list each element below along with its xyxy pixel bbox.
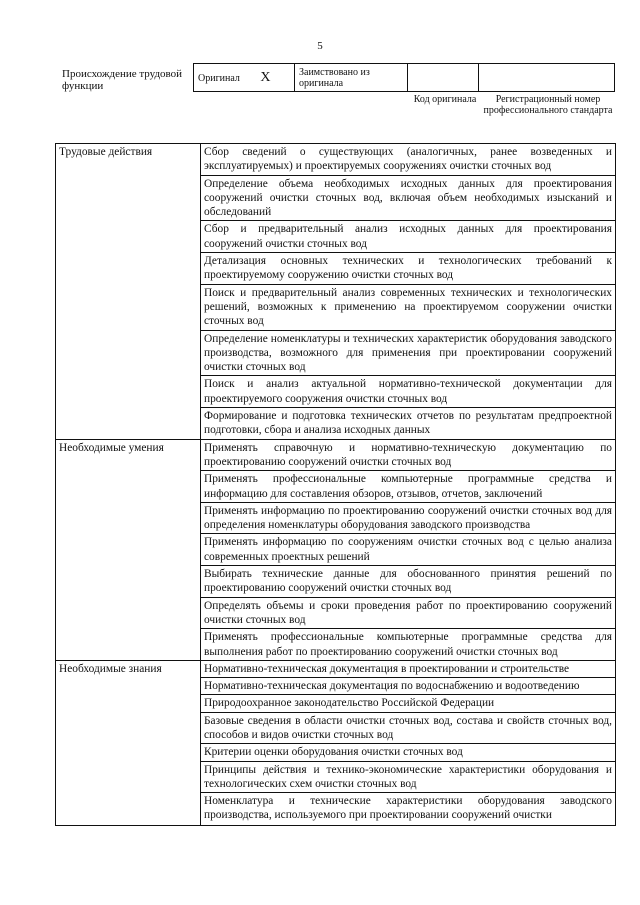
table-cell: Формирование и подготовка технических отчетов по результатам предпроектной подготовки, сбора и анализа исходных данных	[201, 408, 616, 440]
table-cell: Поиск и предварительный анализ современных технических и технологических решений, возможных к применению на проектируемом сооружении очистки сточных вод	[201, 284, 616, 330]
reg-number-cell	[479, 64, 615, 92]
table-cell: Применять профессиональные компьютерные программные средства для выполнения работ по проектированию сооружений очистки сточных вод	[201, 629, 616, 661]
table-cell: Нормативно-техническая документация в проектировании и строительстве	[201, 660, 616, 677]
page-number: 5	[317, 40, 323, 52]
table-row	[56, 439, 616, 471]
table-row	[56, 144, 616, 176]
table-cell: Базовые сведения в области очистки сточных вод, состава и свойств сточных вод, способов и видов очистки сточных вод	[201, 712, 616, 744]
section-title: Трудовые действия	[56, 144, 201, 440]
function-table	[55, 143, 616, 826]
table-cell: Определять объемы и сроки проведения работ по проектированию сооружений очистки сточных вод	[201, 597, 616, 629]
table-cell: Сбор и предварительный анализ исходных данных для проектирования сооружений очистки сточных вод	[201, 221, 616, 253]
origin-label: Происхождение трудовой функции	[62, 68, 183, 92]
table-cell: Применять информацию по проектированию сооружений очистки сточных вод для определения номенклатуры оборудования заводского производства	[201, 502, 616, 534]
table-cell	[201, 793, 616, 826]
table-cell: Выбирать технические данные для обоснованного принятия решений по проектированию сооружений очистки сточных вод	[201, 566, 616, 598]
borrowed-cell: Заимствовано из оригинала	[295, 64, 408, 92]
table-cell: Определение номенклатуры и технических характеристик оборудования заводского производства, возможного для применения при проектировании сооружений очистки сточных вод	[201, 330, 616, 376]
section-title: Необходимые умения	[56, 439, 201, 660]
code-cell	[408, 64, 479, 92]
origin-table	[193, 63, 615, 92]
original-mark: X	[260, 69, 271, 85]
table-cell: Определение объема необходимых исходных данных для проектирования сооружений очистки сточных вод, включая объем необходимых изысканий и обследований	[201, 175, 616, 221]
table-row	[56, 660, 616, 677]
table-cell: Нормативно-техническая документация по водоснабжению и водоотведению	[201, 678, 616, 695]
original-label: Оригинал	[198, 72, 240, 84]
code-caption: Код оригинала	[413, 94, 477, 105]
original-cell	[194, 64, 295, 92]
table-cell: Детализация основных технических и технологических требований к проектируемому сооружению очистки сточных вод	[201, 253, 616, 285]
table-cell: Применять профессиональные компьютерные программные средства и информацию для составления обзоров, отзывов, отчетов, заключений	[201, 471, 616, 503]
table-cell: Критерии оценки оборудования очистки сточных вод	[201, 744, 616, 761]
reg-caption: Регистрационный номер профессионального стандарта	[483, 94, 613, 116]
section-title: Необходимые знания	[56, 660, 201, 825]
item-text: Номенклатура и технические характеристики оборудования заводского производства, используемого при проектировании сооружений очистки	[204, 795, 612, 822]
table-cell: Поиск и анализ актуальной нормативно-технической документации для проектируемого сооружения очистки сточных вод	[201, 376, 616, 408]
table-cell: Применять справочную и нормативно-техническую документацию по проектированию сооружений очистки сточных вод	[201, 439, 616, 471]
table-cell: Природоохранное законодательство Российской Федерации	[201, 695, 616, 712]
table-cell: Применять информацию по сооружениям очистки сточных вод с целью анализа современных проектных решений	[201, 534, 616, 566]
table-cell: Сбор сведений о существующих (аналогичных, ранее возведенных и эксплуатируемых) и проектируемых сооружениях очистки сточных вод	[201, 144, 616, 176]
table-cell: Принципы действия и технико-экономические характеристики оборудования и технологических схем очистки сточных вод	[201, 761, 616, 793]
